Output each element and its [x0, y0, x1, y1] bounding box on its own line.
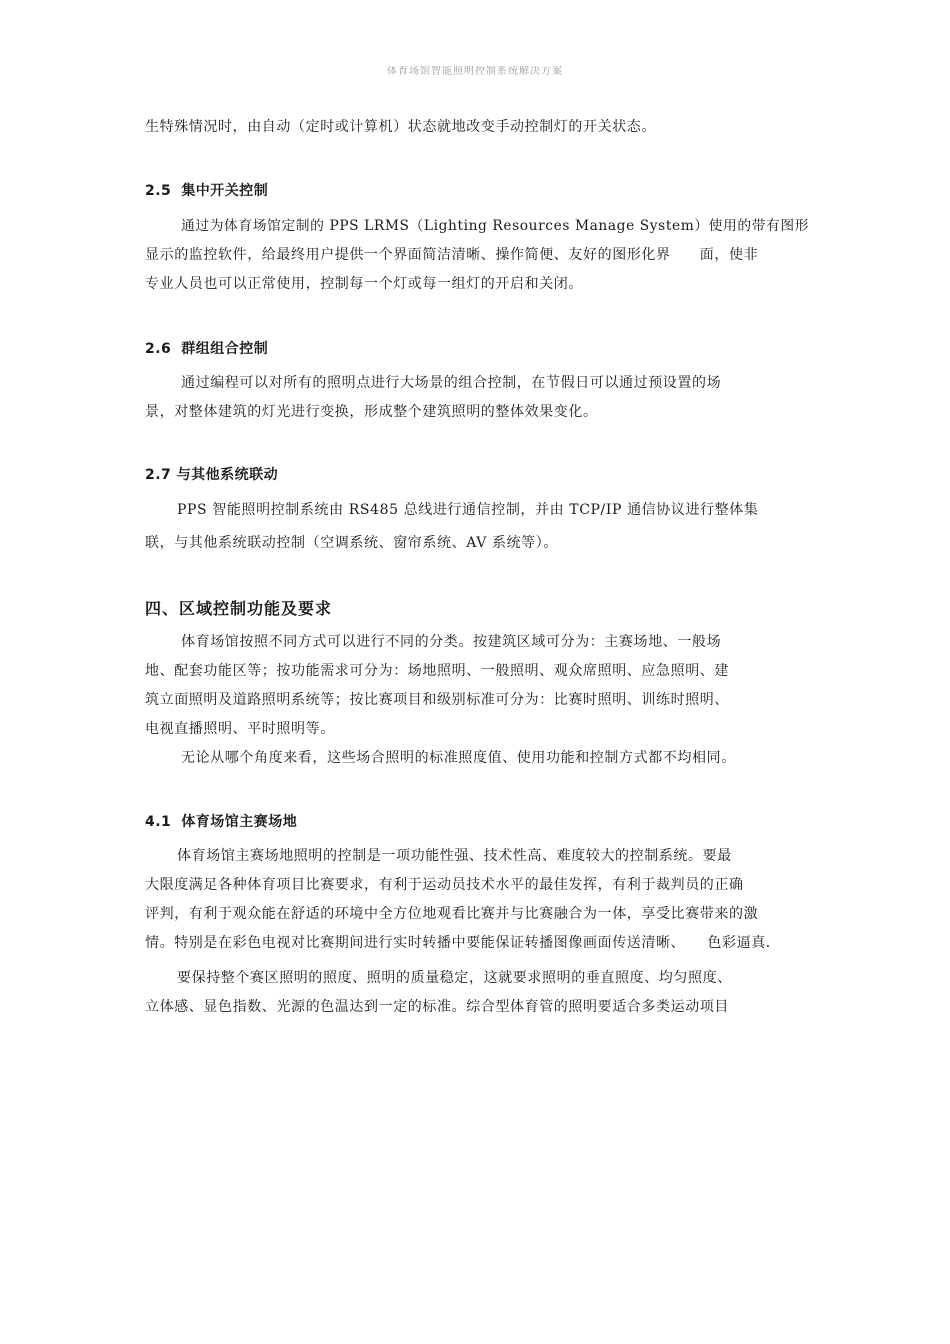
paragraph-line: 显示的监控软件，给最终用户提供一个界面简洁清晰、操作简便、友好的图形化界 面，使非 [145, 247, 759, 263]
section-title: 集中开关控制 [181, 183, 269, 199]
paragraph-line: 体育场馆按照不同方式可以进行不同的分类。按建筑区域可分为：主赛场地、一般场 [181, 634, 722, 650]
section-heading-4-1 [145, 812, 297, 832]
chapter-4-paragraph-1 [145, 628, 817, 744]
section-2-5-paragraph [145, 212, 817, 299]
section-number: 2.5 [145, 183, 172, 199]
section-4-1-paragraph-2 [145, 964, 817, 1022]
intro-paragraph [145, 113, 817, 142]
paragraph-line: PPS 智能照明控制系统由 RS485 总线进行通信控制，并由 TCP/IP 通信协议进行整体集 [177, 502, 759, 518]
section-title: 群组组合控制 [181, 341, 269, 357]
paragraph-line: 无论从哪个角度来看，这些场合照明的标准照度值、使用功能和控制方式都不均相同。 [181, 750, 736, 766]
section-number: 4.1 [145, 814, 172, 830]
paragraph-line: 电视直播照明、平时照明等。 [145, 721, 335, 737]
paragraph-line: 大限度满足各种体育项目比赛要求，有利于运动员技术水平的最佳发挥，有利于裁判员的正确 [145, 877, 744, 893]
section-heading-2-6 [145, 339, 268, 359]
section-2-7-paragraph [145, 496, 817, 558]
section-title: 体育场馆主赛场地 [181, 814, 298, 830]
section-heading-2-7 [145, 465, 278, 485]
paragraph-line: 筑立面照明及道路照明系统等；按比赛项目和级别标准可分为：比赛时照明、训练时照明、 [145, 692, 729, 708]
section-number: 2.6 [145, 341, 172, 357]
section-4-1-paragraph-1 [145, 842, 817, 958]
paragraph-line: 通过编程可以对所有的照明点进行大场景的组合控制，在节假日可以通过预设置的场 [181, 375, 722, 391]
chapter-heading-4: 四、区域控制功能及要求 [145, 599, 333, 618]
section-title: 与其他系统联动 [176, 467, 279, 483]
chapter-4-paragraph-2 [145, 744, 817, 773]
section-number: 2.7 [145, 467, 172, 483]
paragraph-line: 生特殊情况时，由自动（定时或计算机）状态就地改变手动控制灯的开关状态。 [145, 119, 656, 135]
section-2-6-paragraph [145, 369, 817, 427]
paragraph-line: 通过为体育场馆定制的 PPS LRMS（Lighting Resources Manage System）使用的带有图形 [181, 218, 810, 234]
paragraph-line: 体育场馆主赛场地照明的控制是一项功能性强、技术性高、难度较大的控制系统。要最 [177, 848, 732, 864]
paragraph-line: 景，对整体建筑的灯光进行变换，形成整个建筑照明的整体效果变化。 [145, 404, 598, 420]
section-heading-2-5 [145, 181, 268, 201]
paragraph-line: 评判，有利于观众能在舒适的环境中全方位地观看比赛并与比赛融合为一体，享受比赛带来的激 [145, 906, 759, 922]
paragraph-line: 地、配套功能区等；按功能需求可分为：场地照明、一般照明、观众席照明、应急照明、建 [145, 663, 729, 679]
paragraph-line: 专业人员也可以正常使用，控制每一个灯或每一组灯的开启和关闭。 [145, 276, 583, 292]
page-header: 体育场馆智能照明控制系统解决方案 [387, 66, 563, 77]
paragraph-line: 立体感、显色指数、光源的色温达到一定的标准。综合型体育管的照明要适合多类运动项目 [145, 999, 729, 1015]
paragraph-line: 情。特别是在彩色电视对比赛期间进行实时转播中要能保证转播图像画面传送清晰、 色彩逼真． [145, 935, 781, 951]
paragraph-line: 要保持整个赛区照明的照度、照明的质量稳定，这就要求照明的垂直照度、均匀照度、 [177, 970, 732, 986]
paragraph-line: 联，与其他系统联动控制（空调系统、窗帘系统、AV 系统等）。 [145, 535, 558, 551]
